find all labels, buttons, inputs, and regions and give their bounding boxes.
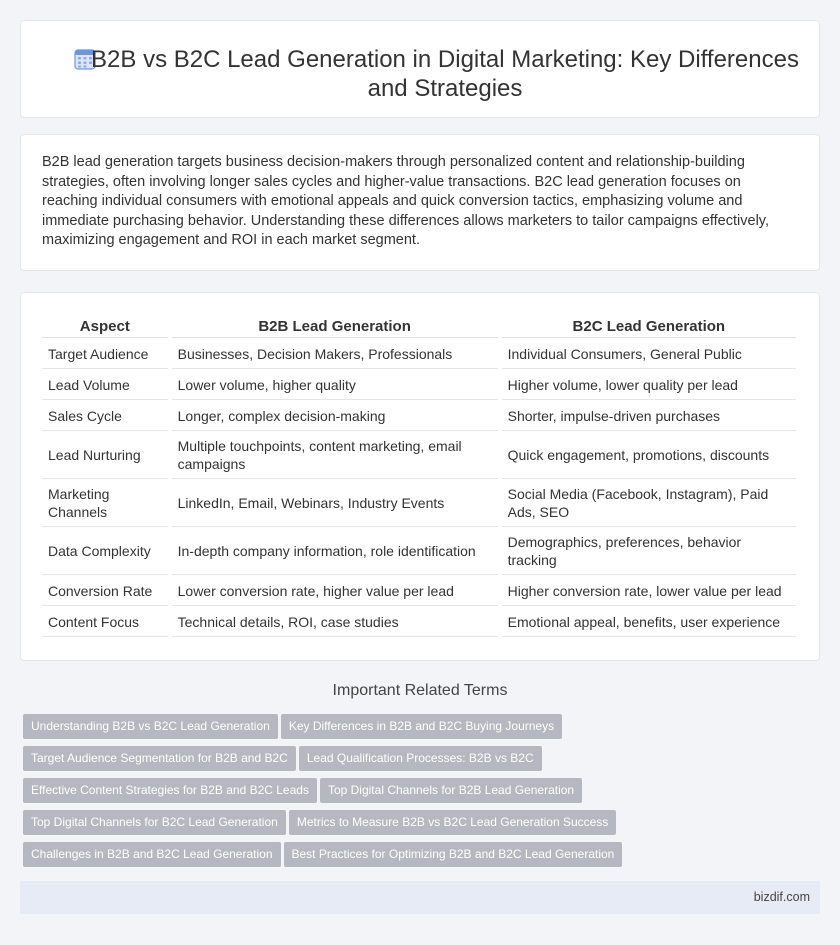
b2c-cell: Higher conversion rate, lower value per lead	[502, 575, 796, 606]
footer-site-link[interactable]: bizdif.com	[753, 890, 810, 904]
table-row	[42, 479, 796, 527]
aspect-cell: Lead Volume	[42, 369, 168, 400]
summary-card	[20, 134, 820, 271]
table-row	[42, 527, 796, 575]
related-term-link[interactable]: Lead Qualification Processes: B2B vs B2C	[299, 746, 542, 771]
table-row	[42, 431, 796, 479]
related-term-link[interactable]: Challenges in B2B and B2C Lead Generation	[23, 842, 281, 867]
table-row	[42, 338, 796, 369]
related-term-link[interactable]: Metrics to Measure B2B vs B2C Lead Generation Success	[289, 810, 616, 835]
header-aspect: Aspect	[42, 314, 168, 338]
b2b-cell: Technical details, ROI, case studies	[172, 606, 498, 637]
b2c-cell: Individual Consumers, General Public	[502, 338, 796, 369]
table-row	[42, 575, 796, 606]
b2b-cell: Lower conversion rate, higher value per lead	[172, 575, 498, 606]
related-terms-list	[23, 714, 823, 874]
aspect-cell: Content Focus	[42, 606, 168, 637]
related-term-link[interactable]: Effective Content Strategies for B2B and B2C Leads	[23, 778, 317, 803]
table-row	[42, 369, 796, 400]
aspect-cell: Lead Nurturing	[42, 431, 168, 479]
aspect-cell: Sales Cycle	[42, 400, 168, 431]
table-row	[42, 400, 796, 431]
b2c-cell: Demographics, preferences, behavior tracking	[502, 527, 796, 575]
aspect-cell: Data Complexity	[42, 527, 168, 575]
summary-text: B2B lead generation targets business decision-makers through personalized content and relationship-building strategies, often involving longer sales cycles and higher-value transactions. B2C lead generation focuses on reaching individual consumers with emotional appeals and quick conversion tactics, emphasizing volume and immediate purchasing behavior. Understanding these differences allows marketers to tailor campaigns effectively, maximizing engagement and ROI in each market segment.	[42, 154, 769, 248]
b2c-cell: Emotional appeal, benefits, user experience	[502, 606, 796, 637]
b2b-cell: Businesses, Decision Makers, Professionals	[172, 338, 498, 369]
aspect-cell: Marketing Channels	[42, 479, 168, 527]
related-term-link[interactable]: Understanding B2B vs B2C Lead Generation	[23, 714, 278, 739]
table-header-row	[42, 314, 796, 338]
header-b2b: B2B Lead Generation	[172, 314, 498, 338]
header-b2c: B2C Lead Generation	[502, 314, 796, 338]
related-terms-title: Important Related Terms	[332, 682, 508, 699]
b2b-cell: LinkedIn, Email, Webinars, Industry Events	[172, 479, 498, 527]
b2c-cell: Shorter, impulse-driven purchases	[502, 400, 796, 431]
b2c-cell: Quick engagement, promotions, discounts	[502, 431, 796, 479]
footer	[20, 881, 820, 914]
b2c-cell: Social Media (Facebook, Instagram), Paid Ads, SEO	[502, 479, 796, 527]
b2b-cell: In-depth company information, role identification	[172, 527, 498, 575]
related-term-link[interactable]: Top Digital Channels for B2C Lead Generation	[23, 810, 286, 835]
b2b-cell: Lower volume, higher quality	[172, 369, 498, 400]
related-term-link[interactable]: Key Differences in B2B and B2C Buying Journeys	[281, 714, 562, 739]
table-row	[42, 606, 796, 637]
b2b-cell: Longer, complex decision-making	[172, 400, 498, 431]
aspect-cell: Target Audience	[42, 338, 168, 369]
related-term-link[interactable]: Top Digital Channels for B2B Lead Generation	[320, 778, 582, 803]
header-card	[20, 20, 820, 118]
comparison-table-card	[20, 292, 820, 661]
page-title: B2B vs B2C Lead Generation in Digital Marketing: Key Differences and Strategies	[91, 46, 799, 102]
comparison-table	[38, 314, 800, 637]
aspect-cell: Conversion Rate	[42, 575, 168, 606]
b2c-cell: Higher volume, lower quality per lead	[502, 369, 796, 400]
related-term-link[interactable]: Best Practices for Optimizing B2B and B2C Lead Generation	[284, 842, 623, 867]
related-term-link[interactable]: Target Audience Segmentation for B2B and B2C	[23, 746, 296, 771]
b2b-cell: Multiple touchpoints, content marketing, email campaigns	[172, 431, 498, 479]
